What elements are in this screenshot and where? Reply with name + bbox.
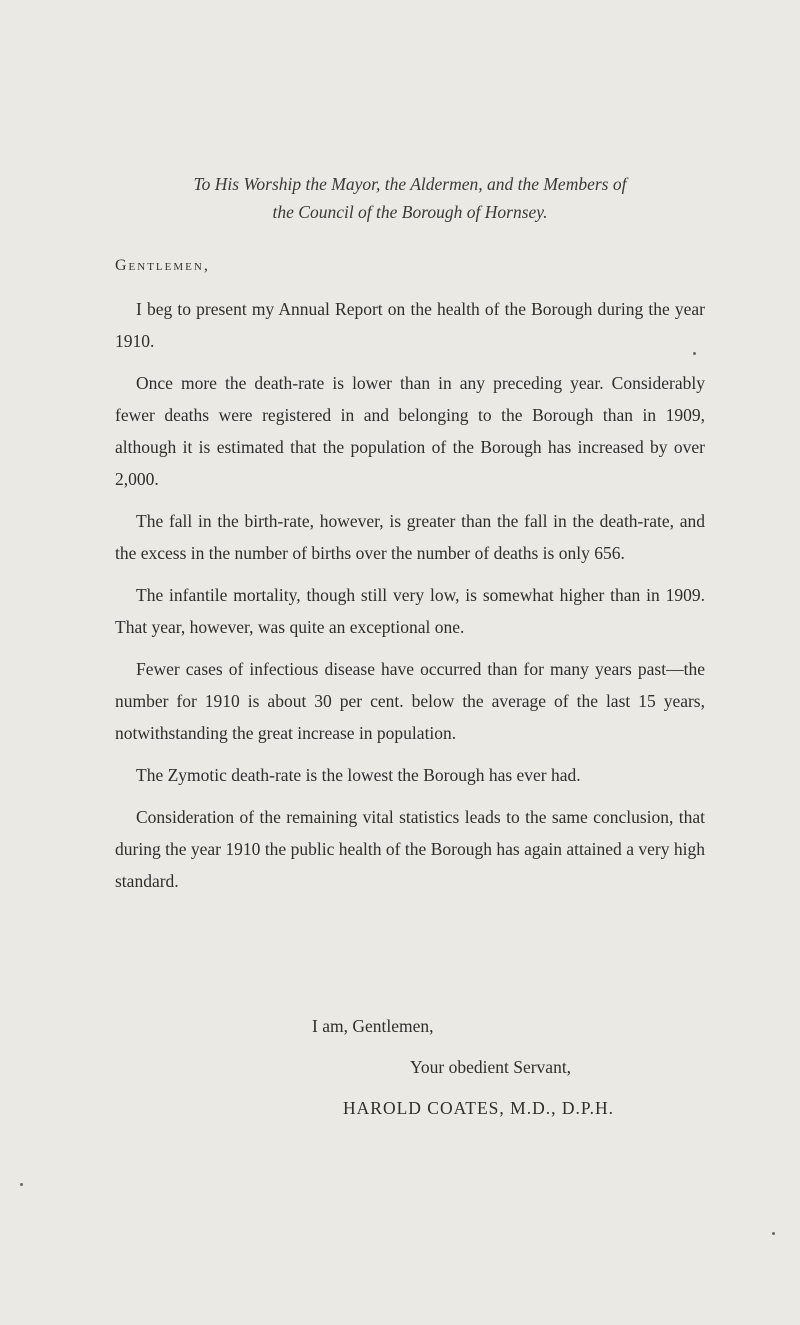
paragraph-7: Consideration of the remaining vital statistics leads to the same conclusion, that during the year 1910 the public health of the Borough has again attained a very high standard.	[115, 807, 705, 891]
signature: HAROLD COATES, M.D., D.P.H.	[343, 1098, 615, 1118]
address-heading	[100, 170, 720, 226]
paragraph-2: Once more the death-rate is lower than in any preceding year. Considerably fewer deaths were registered in and belonging to the Borough than in 1909, although it is estimated that the population of the Borough has increased by over 2,000.	[115, 373, 705, 489]
paper-speck	[20, 1183, 23, 1186]
paragraph-3: The fall in the birth-rate, however, is greater than the fall in the death-rate, and the excess in the number of births over the number of deaths is only 656.	[115, 511, 705, 563]
address-line-2: the Council of the Borough of Hornsey.	[272, 202, 548, 222]
paragraph-1: I beg to present my Annual Report on the health of the Borough during the year 1910.	[115, 299, 705, 351]
paragraph-4: The infantile mortality, though still very low, is somewhat higher than in 1909. That year, however, was quite an exceptional one.	[115, 585, 705, 637]
paragraph-5: Fewer cases of infectious disease have occurred than for many years past—the number for 1910 is about 30 per cent. below the average of the last 15 years, notwithstanding the great increase in population.	[115, 659, 705, 743]
closing-greeting: I am, Gentlemen,	[312, 1016, 434, 1036]
paper-speck	[772, 1232, 775, 1235]
salutation: Gentlemen,	[115, 257, 210, 274]
closing-servant: Your obedient Servant,	[410, 1057, 572, 1077]
paragraph-6: The Zymotic death-rate is the lowest the Borough has ever had.	[136, 765, 581, 785]
letter-body	[115, 293, 705, 907]
paper-speck	[693, 352, 696, 355]
address-line-1: To His Worship the Mayor, the Aldermen, and the Members of	[193, 174, 627, 194]
